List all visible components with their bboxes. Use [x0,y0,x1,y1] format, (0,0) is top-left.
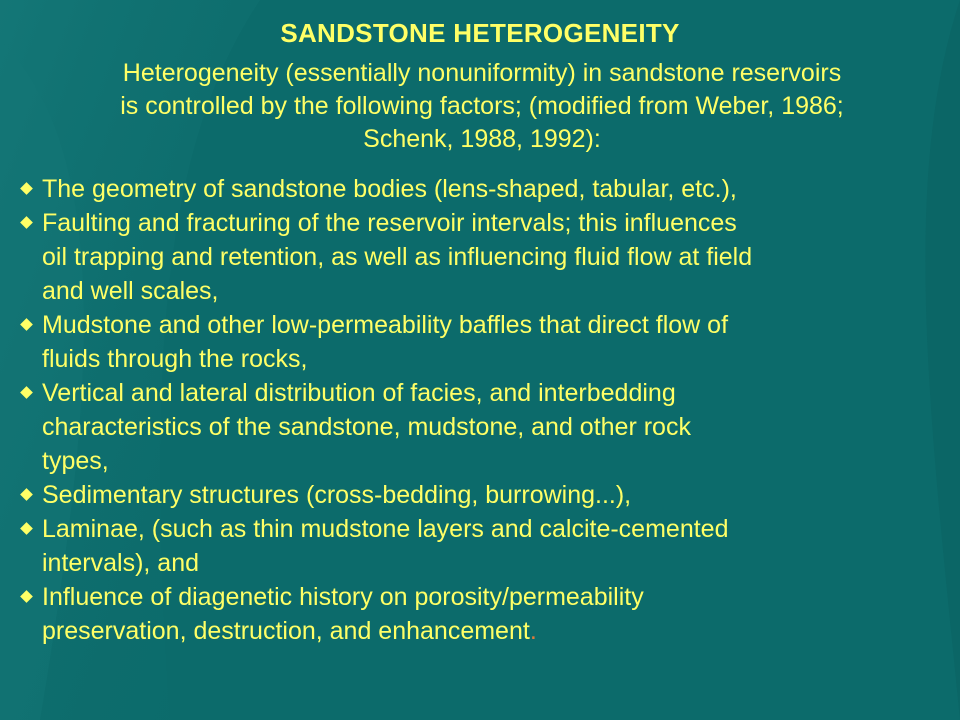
factor-text: preservation, destruction, and enhancement [42,617,530,645]
factor-text: types, [42,447,109,475]
diamond-bullet-icon [20,182,33,195]
factor-item [20,512,955,580]
diamond-bullet-icon [20,522,33,535]
factor-text: Mudstone and other low-permeability baffles that direct flow of [42,311,729,339]
factor-text: oil trapping and retention, as well as influencing fluid flow at field [42,243,753,271]
diamond-bullet-icon [20,590,33,603]
factor-text: Faulting and fracturing of the reservoir intervals; this influences [42,209,737,237]
factor-item [20,580,955,648]
factor-item [20,308,955,376]
factor-text: Vertical and lateral distribution of facies, and interbedding [42,379,676,407]
intro-line: Schenk, 1988, 1992): [363,125,601,153]
factor-text: intervals), and [42,549,200,577]
factor-text: characteristics of the sandstone, mudstone, and other rock [42,413,691,441]
factor-text: and well scales, [42,277,219,305]
intro-line: is controlled by the following factors; (modified from Weber, 1986; [120,92,844,120]
factor-item [20,376,955,478]
factor-text-last [42,614,955,648]
intro-line: Heterogeneity (essentially nonuniformity) in sandstone reservoirs [122,59,842,87]
factor-item [20,172,955,206]
diamond-bullet-icon [20,318,33,331]
final-period: . [529,617,537,645]
factor-text: fluids through the rocks, [42,345,308,373]
factor-item [20,206,955,308]
factor-text: Laminae, (such as thin mudstone layers and calcite-cemented [42,515,729,543]
factor-list [20,172,955,648]
diamond-bullet-icon [20,216,33,229]
diamond-bullet-icon [20,386,33,399]
diamond-bullet-icon [20,488,33,501]
intro-paragraph [14,57,950,156]
factor-text: Sedimentary structures (cross-bedding, burrowing...), [42,481,632,509]
factor-text: Influence of diagenetic history on porosity/permeability [42,583,644,611]
slide-title: SANDSTONE HETEROGENEITY [280,18,680,48]
factor-text: The geometry of sandstone bodies (lens-shaped, tabular, etc.), [42,175,737,203]
factor-item [20,478,955,512]
